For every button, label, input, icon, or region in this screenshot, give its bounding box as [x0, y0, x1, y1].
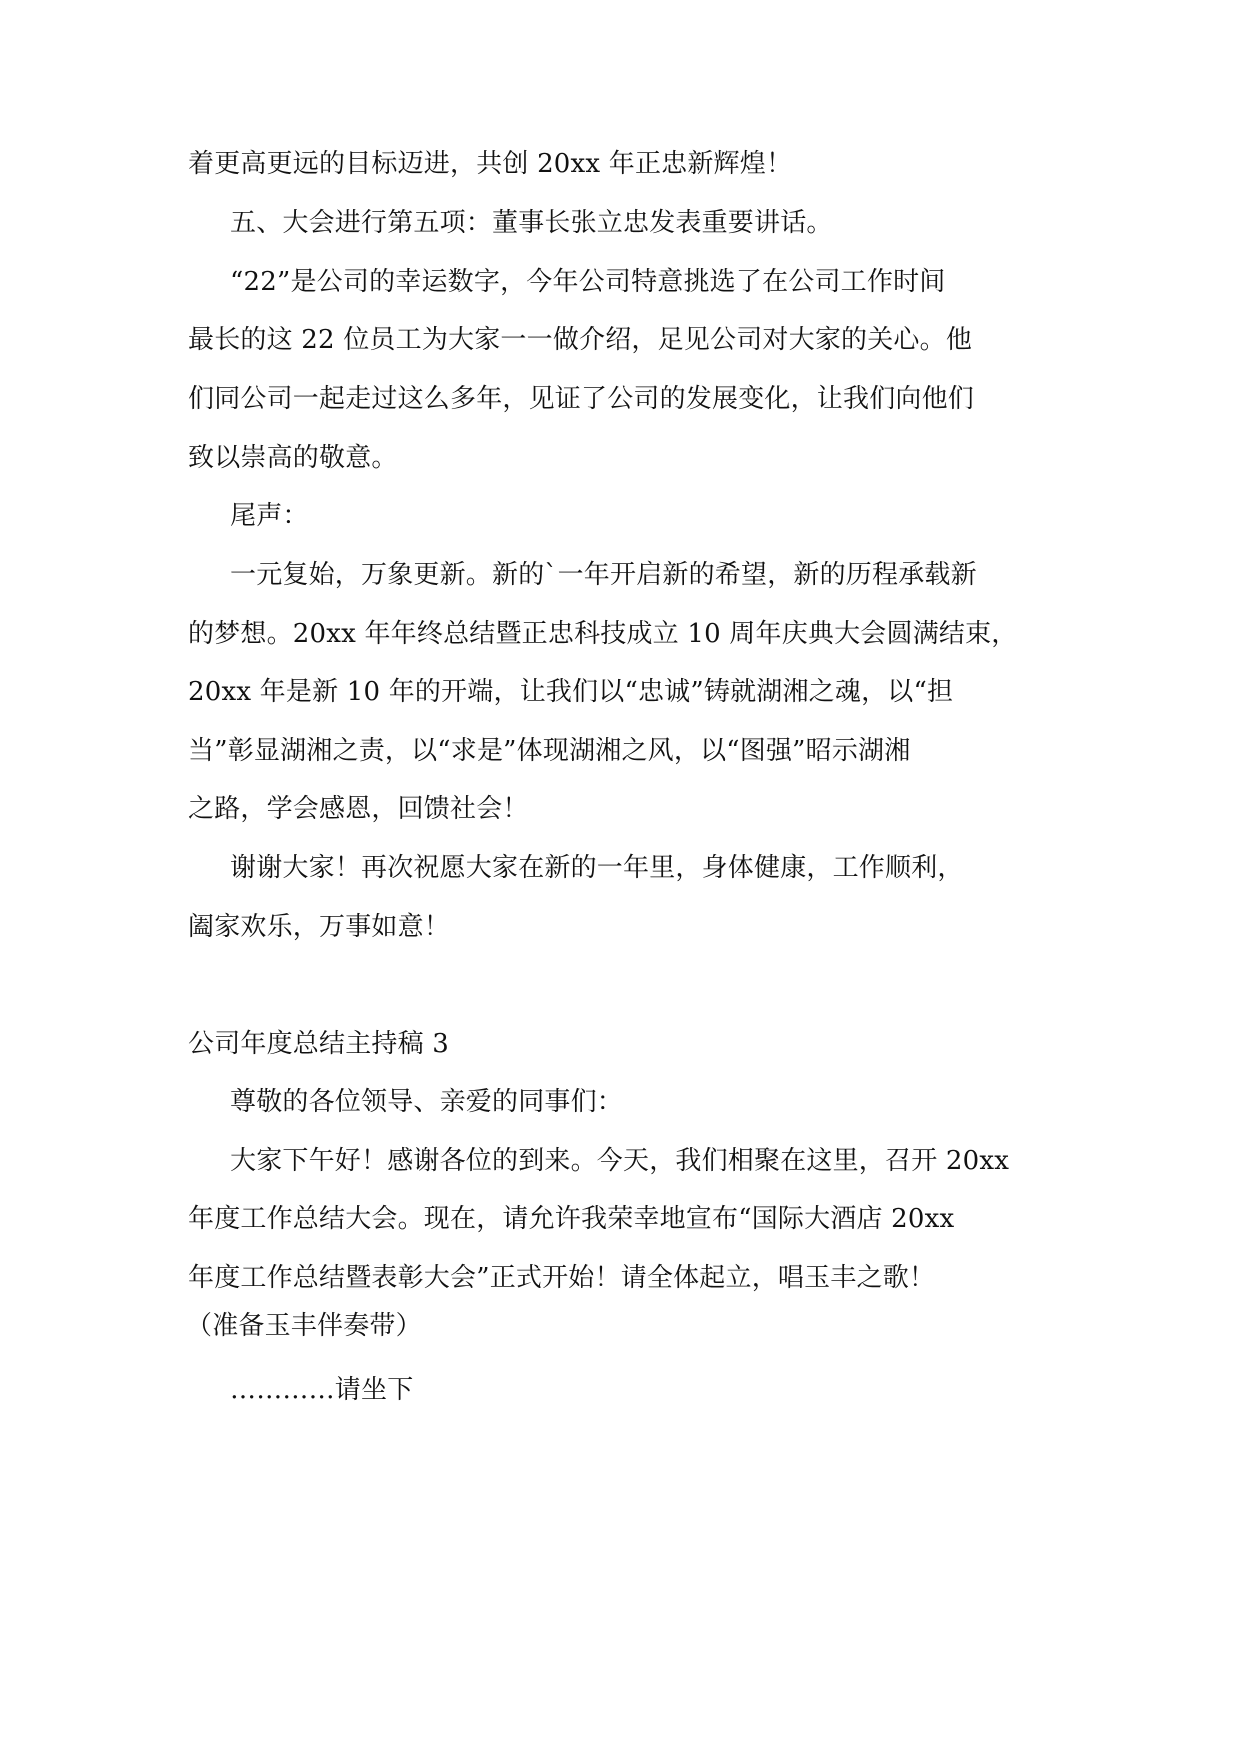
paragraph-line: 年度工作总结大会。现在，请允许我荣幸地宣布“国际大酒店 20xx — [188, 1204, 955, 1234]
paragraph-line: 谢谢大家！再次祝愿大家在新的一年里，身体健康，工作顺利， — [230, 853, 964, 883]
paragraph-line: “22”是公司的幸运数字，今年公司特意挑选了在公司工作时间 — [230, 267, 946, 297]
paragraph-line: 一元复始，万象更新。新的`一年开启新的希望，新的历程承载新 — [230, 560, 977, 590]
paragraph-line: 阖家欢乐，万事如意！ — [188, 912, 451, 942]
paragraph-line: 致以崇高的敬意。 — [188, 443, 398, 473]
paragraph-line: 着更高更远的目标迈进，共创 20xx 年正忠新辉煌！ — [188, 149, 793, 179]
paragraph-line: 20xx 年是新 10 年的开端，让我们以“忠诚”铸就湖湘之魂，以“担 — [188, 677, 954, 707]
paragraph-line: 最长的这 22 位员工为大家一一做介绍，足见公司对大家的关心。他 — [188, 325, 973, 355]
stage-note: （准备玉丰伴奏带） — [186, 1311, 422, 1341]
paragraph-line: 年度工作总结暨表彰大会”正式开始！请全体起立，唱玉丰之歌！ — [188, 1263, 936, 1293]
section-epilogue: 尾声： — [230, 501, 309, 531]
salutation: 尊敬的各位领导、亲爱的同事们： — [230, 1087, 624, 1117]
section-item-five: 五、大会进行第五项：董事长张立忠发表重要讲话。 — [230, 208, 833, 238]
paragraph-line: 之路，学会感恩，回馈社会！ — [188, 794, 529, 824]
paragraph-line: 大家下午好！感谢各位的到来。今天，我们相聚在这里，召开 20xx — [230, 1146, 1010, 1176]
paragraph-line: 的梦想。20xx 年年终总结暨正忠科技成立 10 周年庆典大会圆满结束， — [188, 619, 1018, 649]
section-title: 公司年度总结主持稿 3 — [188, 1029, 450, 1059]
paragraph-line: 当”彰显湖湘之责，以“求是”体现湖湘之风，以“图强”昭示湖湘 — [188, 736, 911, 766]
paragraph-line: 们同公司一起走过这么多年，见证了公司的发展变化，让我们向他们 — [188, 384, 975, 414]
paragraph-line: …………请坐下 — [230, 1375, 414, 1405]
